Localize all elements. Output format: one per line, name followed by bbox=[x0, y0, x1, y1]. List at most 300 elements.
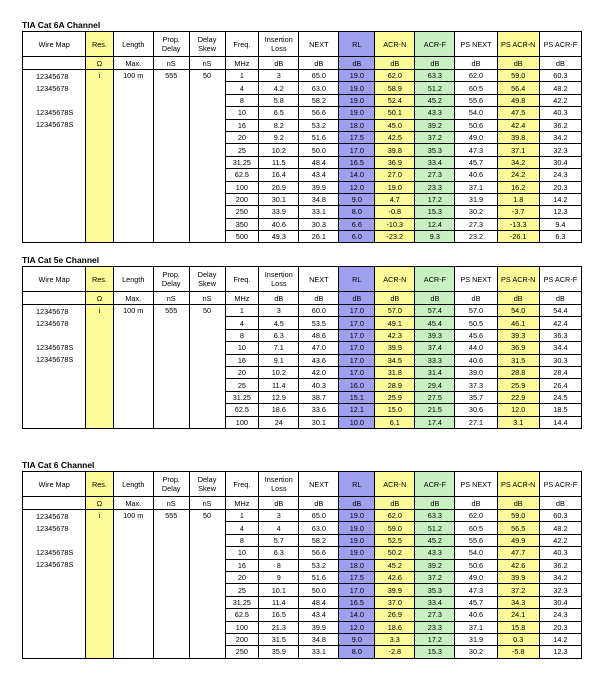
cell-ps-next: 31.9 bbox=[455, 193, 497, 205]
wire-map-value: 12345678 bbox=[36, 319, 69, 328]
wire-map-value: 12345678 bbox=[36, 84, 69, 93]
cell-rl: 12.1 bbox=[339, 404, 375, 416]
cell-ps-next: 30.2 bbox=[455, 646, 497, 658]
cell-acr-f: 43.3 bbox=[415, 107, 455, 119]
cell-acr-f: 29.4 bbox=[415, 379, 455, 391]
unit-cell: dB bbox=[259, 57, 299, 70]
cell-ps-next: 30.2 bbox=[455, 206, 497, 218]
cell-ps-acr-n: 16.2 bbox=[497, 181, 539, 193]
cell-ps-next: 35.7 bbox=[455, 391, 497, 403]
unit-cell: dB bbox=[539, 57, 581, 70]
cell-ps-acr-n: 42.6 bbox=[497, 559, 539, 571]
cell-insertion-loss: 9.2 bbox=[259, 131, 299, 143]
column-header-freq: Freq. bbox=[225, 267, 259, 292]
cell-insertion-loss: 31.5 bbox=[259, 633, 299, 645]
cell-ps-acr-n: 24.1 bbox=[497, 609, 539, 621]
section-title: TIA Cat 6A Channel bbox=[22, 20, 101, 30]
length-cell: 100 m bbox=[113, 305, 153, 429]
cell-ps-acr-f: 24.3 bbox=[539, 609, 581, 621]
cell-insertion-loss: 4.5 bbox=[259, 317, 299, 329]
cell-ps-next: 54.0 bbox=[455, 107, 497, 119]
cell-rl: 17.0 bbox=[339, 144, 375, 156]
cell-next: 34.8 bbox=[299, 633, 339, 645]
section-cat6a bbox=[22, 20, 582, 243]
delay-skew-cell: 50 bbox=[189, 70, 225, 243]
cell-ps-next: 50.6 bbox=[455, 119, 497, 131]
wire-map-value: 12345678 bbox=[36, 512, 69, 521]
unit-cell: nS bbox=[189, 497, 225, 510]
cell-acr-n: 39.9 bbox=[375, 342, 415, 354]
column-header-ps-acr-n: PS ACR-N bbox=[497, 472, 539, 497]
unit-cell: dB bbox=[299, 497, 339, 510]
cell-ps-acr-n: 46.1 bbox=[497, 317, 539, 329]
spec-table bbox=[22, 471, 582, 659]
cell-ps-acr-f: 34.2 bbox=[539, 571, 581, 583]
cell-acr-f: 9.3 bbox=[415, 231, 455, 243]
cell-ps-next: 30.6 bbox=[455, 404, 497, 416]
column-header-res: Res. bbox=[86, 472, 113, 497]
cell-rl: 16.0 bbox=[339, 379, 375, 391]
cell-acr-n: -0.8 bbox=[375, 206, 415, 218]
cell-ps-acr-f: 32.3 bbox=[539, 144, 581, 156]
unit-cell: dB bbox=[455, 292, 497, 305]
cell-ps-acr-f: 60.3 bbox=[539, 70, 581, 82]
cell-ps-acr-n: 25.9 bbox=[497, 379, 539, 391]
cell-acr-f: 35.3 bbox=[415, 584, 455, 596]
cell-freq: 200 bbox=[225, 193, 259, 205]
wire-map-value: 12345678 bbox=[36, 72, 69, 81]
cell-acr-n: 57.0 bbox=[375, 305, 415, 317]
cell-acr-f: 17.2 bbox=[415, 193, 455, 205]
cell-ps-acr-n: -5.8 bbox=[497, 646, 539, 658]
cell-insertion-loss: 18.6 bbox=[259, 404, 299, 416]
cell-ps-next: 45.7 bbox=[455, 596, 497, 608]
cell-acr-n: 27.0 bbox=[375, 169, 415, 181]
column-header-rl: RL bbox=[339, 472, 375, 497]
cell-next: 51.6 bbox=[299, 571, 339, 583]
cell-ps-next: 37.1 bbox=[455, 621, 497, 633]
cell-ps-next: 45.6 bbox=[455, 329, 497, 341]
unit-cell: dB bbox=[497, 292, 539, 305]
cell-ps-acr-n: 39.3 bbox=[497, 329, 539, 341]
wire-map-value: 12345678S bbox=[36, 108, 74, 117]
wire-map-value: 12345678S bbox=[36, 560, 74, 569]
cell-ps-acr-f: 18.5 bbox=[539, 404, 581, 416]
column-header-delay-skew: Delay Skew bbox=[189, 32, 225, 57]
unit-cell: dB bbox=[539, 497, 581, 510]
cell-ps-acr-f: 32.3 bbox=[539, 584, 581, 596]
cell-rl: 17.0 bbox=[339, 354, 375, 366]
cell-rl: 10.0 bbox=[339, 416, 375, 428]
cell-freq: 4 bbox=[225, 82, 259, 94]
column-header-res: Res. bbox=[86, 267, 113, 292]
cell-freq: 8 bbox=[225, 329, 259, 341]
cell-rl: 19.0 bbox=[339, 510, 375, 522]
cell-acr-n: 39.9 bbox=[375, 584, 415, 596]
cell-ps-next: 45.7 bbox=[455, 156, 497, 168]
cell-insertion-loss: 10.1 bbox=[259, 584, 299, 596]
column-header-wire-map: Wire Map bbox=[23, 267, 86, 292]
cell-insertion-loss: 3 bbox=[259, 70, 299, 82]
cell-insertion-loss: 12.9 bbox=[259, 391, 299, 403]
units-row bbox=[23, 497, 582, 510]
cell-ps-acr-n: 28.8 bbox=[497, 366, 539, 378]
wire-map-value: 12345678S bbox=[36, 355, 74, 364]
table-row bbox=[23, 510, 582, 522]
column-header-wire-map: Wire Map bbox=[23, 32, 86, 57]
cell-acr-f: 15.3 bbox=[415, 646, 455, 658]
unit-cell: nS bbox=[153, 497, 189, 510]
cell-freq: 62.5 bbox=[225, 404, 259, 416]
wire-map-value bbox=[36, 95, 85, 107]
column-header-ps-next: PS NEXT bbox=[455, 472, 497, 497]
cell-ps-acr-n: 1.8 bbox=[497, 193, 539, 205]
cell-acr-n: 18.6 bbox=[375, 621, 415, 633]
cell-next: 65.0 bbox=[299, 510, 339, 522]
cell-acr-n: 37.0 bbox=[375, 596, 415, 608]
header-row bbox=[23, 472, 582, 497]
unit-cell: dB bbox=[415, 292, 455, 305]
column-header-acr-n: ACR-N bbox=[375, 472, 415, 497]
cell-ps-acr-n: 34.2 bbox=[497, 156, 539, 168]
cell-insertion-loss: 16.5 bbox=[259, 609, 299, 621]
cell-acr-n: -10.3 bbox=[375, 218, 415, 230]
cell-next: 51.6 bbox=[299, 131, 339, 143]
cell-freq: 16 bbox=[225, 119, 259, 131]
column-header-wire-map: Wire Map bbox=[23, 472, 86, 497]
cell-acr-n: 28.9 bbox=[375, 379, 415, 391]
unit-cell: dB bbox=[539, 292, 581, 305]
cell-next: 65.0 bbox=[299, 70, 339, 82]
cell-next: 43.4 bbox=[299, 609, 339, 621]
cell-ps-acr-f: 34.2 bbox=[539, 131, 581, 143]
cell-ps-acr-f: 34.4 bbox=[539, 342, 581, 354]
cell-acr-f: 23.3 bbox=[415, 621, 455, 633]
cell-acr-f: 27.3 bbox=[415, 609, 455, 621]
cell-acr-n: 4.7 bbox=[375, 193, 415, 205]
wire-map-cell bbox=[23, 305, 86, 429]
cell-acr-f: 51.2 bbox=[415, 522, 455, 534]
column-header-ps-acr-n: PS ACR-N bbox=[497, 32, 539, 57]
prop-delay-cell: 555 bbox=[153, 510, 189, 659]
unit-cell: nS bbox=[189, 57, 225, 70]
column-header-ps-acr-n: PS ACR-N bbox=[497, 267, 539, 292]
column-header-insertion-loss: Insertion Loss bbox=[259, 32, 299, 57]
cell-insertion-loss: 8.2 bbox=[259, 119, 299, 131]
cell-ps-next: 40.6 bbox=[455, 609, 497, 621]
cell-ps-acr-f: 24.5 bbox=[539, 391, 581, 403]
column-header-rl: RL bbox=[339, 267, 375, 292]
cell-ps-next: 49.0 bbox=[455, 131, 497, 143]
cell-insertion-loss: 5.8 bbox=[259, 94, 299, 106]
cell-acr-n: 39.8 bbox=[375, 144, 415, 156]
cell-acr-f: 45.2 bbox=[415, 94, 455, 106]
cell-ps-acr-n: 34.3 bbox=[497, 596, 539, 608]
unit-cell: dB bbox=[375, 497, 415, 510]
cell-next: 34.8 bbox=[299, 193, 339, 205]
column-header-ps-acr-f: PS ACR-F bbox=[539, 32, 581, 57]
column-header-acr-f: ACR-F bbox=[415, 472, 455, 497]
cell-ps-next: 62.0 bbox=[455, 510, 497, 522]
cell-ps-acr-n: 49.9 bbox=[497, 534, 539, 546]
cell-acr-f: 21.5 bbox=[415, 404, 455, 416]
wire-map-value: 12345678S bbox=[36, 548, 74, 557]
cell-insertion-loss: 10.2 bbox=[259, 366, 299, 378]
cell-ps-acr-f: 24.3 bbox=[539, 169, 581, 181]
cell-insertion-loss: 3 bbox=[259, 510, 299, 522]
cell-ps-acr-f: 12.3 bbox=[539, 206, 581, 218]
cell-insertion-loss: 9.1 bbox=[259, 354, 299, 366]
cell-freq: 10 bbox=[225, 547, 259, 559]
cell-next: 50.0 bbox=[299, 144, 339, 156]
cell-rl: 18.0 bbox=[339, 559, 375, 571]
unit-cell: dB bbox=[299, 292, 339, 305]
column-header-acr-f: ACR-F bbox=[415, 267, 455, 292]
prop-delay-cell: 555 bbox=[153, 70, 189, 243]
cell-ps-next: 47.3 bbox=[455, 144, 497, 156]
cell-ps-next: 27.1 bbox=[455, 416, 497, 428]
cell-acr-f: 39.2 bbox=[415, 119, 455, 131]
unit-cell: Ω bbox=[86, 57, 113, 70]
column-header-prop-delay: Prop. Delay bbox=[153, 472, 189, 497]
cell-ps-acr-f: 14.2 bbox=[539, 633, 581, 645]
cell-ps-acr-f: 30.3 bbox=[539, 354, 581, 366]
cell-next: 53.2 bbox=[299, 119, 339, 131]
cell-acr-f: 33.4 bbox=[415, 156, 455, 168]
cell-rl: 14.0 bbox=[339, 169, 375, 181]
cell-next: 63.0 bbox=[299, 522, 339, 534]
cell-insertion-loss: 6.3 bbox=[259, 329, 299, 341]
cell-insertion-loss: 6.5 bbox=[259, 107, 299, 119]
cell-rl: 17.0 bbox=[339, 342, 375, 354]
cell-ps-acr-n: 59.0 bbox=[497, 510, 539, 522]
cell-freq: 31.25 bbox=[225, 156, 259, 168]
cell-next: 42.0 bbox=[299, 366, 339, 378]
cell-acr-f: 33.3 bbox=[415, 354, 455, 366]
section-title: TIA Cat 5e Channel bbox=[22, 255, 100, 265]
table-row bbox=[23, 305, 582, 317]
cell-ps-acr-f: 20.3 bbox=[539, 621, 581, 633]
cell-insertion-loss: 16.4 bbox=[259, 169, 299, 181]
cell-rl: 17.0 bbox=[339, 305, 375, 317]
cell-acr-f: 63.3 bbox=[415, 70, 455, 82]
cell-freq: 1 bbox=[225, 305, 259, 317]
cell-freq: 4 bbox=[225, 317, 259, 329]
unit-cell bbox=[23, 497, 86, 510]
cell-next: 43.6 bbox=[299, 354, 339, 366]
cell-acr-n: 49.1 bbox=[375, 317, 415, 329]
cell-ps-next: 55.6 bbox=[455, 534, 497, 546]
delay-skew-cell: 50 bbox=[189, 510, 225, 659]
cell-ps-acr-f: 36.2 bbox=[539, 119, 581, 131]
cell-insertion-loss: 4.2 bbox=[259, 82, 299, 94]
cell-freq: 25 bbox=[225, 379, 259, 391]
cell-acr-f: 39.3 bbox=[415, 329, 455, 341]
cell-freq: 10 bbox=[225, 107, 259, 119]
cell-ps-acr-f: 42.2 bbox=[539, 94, 581, 106]
unit-cell: nS bbox=[153, 57, 189, 70]
cell-ps-acr-f: 14.4 bbox=[539, 416, 581, 428]
cell-acr-n: 59.0 bbox=[375, 522, 415, 534]
cell-insertion-loss: 10.2 bbox=[259, 144, 299, 156]
delay-skew-cell: 50 bbox=[189, 305, 225, 429]
cell-ps-acr-f: 9.4 bbox=[539, 218, 581, 230]
cell-acr-f: 15.3 bbox=[415, 206, 455, 218]
cell-acr-n: 62.0 bbox=[375, 510, 415, 522]
cell-freq: 62.5 bbox=[225, 609, 259, 621]
column-header-ps-acr-f: PS ACR-F bbox=[539, 267, 581, 292]
cell-acr-f: 31.4 bbox=[415, 366, 455, 378]
cell-ps-next: 27.3 bbox=[455, 218, 497, 230]
column-header-prop-delay: Prop. Delay bbox=[153, 267, 189, 292]
cell-next: 38.7 bbox=[299, 391, 339, 403]
cell-ps-acr-f: 12.3 bbox=[539, 646, 581, 658]
cell-insertion-loss: 35.9 bbox=[259, 646, 299, 658]
cell-acr-n: 19.0 bbox=[375, 181, 415, 193]
unit-cell: MHz bbox=[225, 57, 259, 70]
column-header-acr-f: ACR-F bbox=[415, 32, 455, 57]
unit-cell: MHz bbox=[225, 292, 259, 305]
column-header-next: NEXT bbox=[299, 472, 339, 497]
column-header-next: NEXT bbox=[299, 267, 339, 292]
column-header-next: NEXT bbox=[299, 32, 339, 57]
cell-freq: 20 bbox=[225, 571, 259, 583]
cell-rl: 16.5 bbox=[339, 156, 375, 168]
header-row bbox=[23, 32, 582, 57]
cell-rl: 15.1 bbox=[339, 391, 375, 403]
cell-ps-acr-f: 54.4 bbox=[539, 305, 581, 317]
cell-ps-acr-n: 39.8 bbox=[497, 131, 539, 143]
cell-ps-next: 40.6 bbox=[455, 354, 497, 366]
wire-map-value: 12345678S bbox=[36, 343, 74, 352]
cell-ps-acr-n: 54.0 bbox=[497, 305, 539, 317]
cell-insertion-loss: 24 bbox=[259, 416, 299, 428]
cell-ps-next: 50.5 bbox=[455, 317, 497, 329]
cell-ps-acr-n: 47.5 bbox=[497, 107, 539, 119]
cell-acr-f: 45.2 bbox=[415, 534, 455, 546]
cell-freq: 4 bbox=[225, 522, 259, 534]
cell-rl: 16.5 bbox=[339, 596, 375, 608]
cell-freq: 8 bbox=[225, 534, 259, 546]
cell-acr-n: 42.5 bbox=[375, 131, 415, 143]
column-header-length: Length bbox=[113, 32, 153, 57]
section-cat6 bbox=[22, 460, 582, 659]
unit-cell: dB bbox=[339, 497, 375, 510]
cell-freq: 62.5 bbox=[225, 169, 259, 181]
cell-rl: 8.0 bbox=[339, 646, 375, 658]
cell-freq: 20 bbox=[225, 131, 259, 143]
cell-ps-acr-f: 30.4 bbox=[539, 596, 581, 608]
column-header-rl: RL bbox=[339, 32, 375, 57]
cell-acr-n: 31.8 bbox=[375, 366, 415, 378]
cell-ps-acr-n: 15.8 bbox=[497, 621, 539, 633]
cell-freq: 20 bbox=[225, 366, 259, 378]
cell-insertion-loss: 33.9 bbox=[259, 206, 299, 218]
unit-cell: dB bbox=[259, 292, 299, 305]
cell-next: 53.5 bbox=[299, 317, 339, 329]
cell-ps-acr-n: 31.5 bbox=[497, 354, 539, 366]
cell-ps-acr-n: 37.1 bbox=[497, 144, 539, 156]
cell-next: 63.0 bbox=[299, 82, 339, 94]
cell-acr-f: 12.4 bbox=[415, 218, 455, 230]
cell-next: 48.4 bbox=[299, 596, 339, 608]
wire-map-value: 12345678S bbox=[36, 120, 74, 129]
unit-cell: Ω bbox=[86, 497, 113, 510]
column-header-insertion-loss: Insertion Loss bbox=[259, 267, 299, 292]
cell-acr-f: 45.4 bbox=[415, 317, 455, 329]
cell-next: 26.1 bbox=[299, 231, 339, 243]
cell-next: 58.2 bbox=[299, 534, 339, 546]
cell-acr-n: 62.0 bbox=[375, 70, 415, 82]
cell-ps-acr-f: 60.3 bbox=[539, 510, 581, 522]
cell-insertion-loss: 11.4 bbox=[259, 379, 299, 391]
cell-freq: 31.25 bbox=[225, 596, 259, 608]
length-cell: 100 m bbox=[113, 70, 153, 243]
cell-ps-acr-n: 56.4 bbox=[497, 82, 539, 94]
wire-map-value bbox=[36, 535, 85, 547]
cell-acr-f: 23.3 bbox=[415, 181, 455, 193]
cell-ps-next: 37.3 bbox=[455, 379, 497, 391]
cell-next: 33.1 bbox=[299, 646, 339, 658]
column-header-prop-delay: Prop. Delay bbox=[153, 32, 189, 57]
cell-rl: 9.0 bbox=[339, 633, 375, 645]
cell-next: 56.6 bbox=[299, 107, 339, 119]
cell-rl: 17.0 bbox=[339, 584, 375, 596]
cell-ps-acr-n: -26.1 bbox=[497, 231, 539, 243]
cell-insertion-loss: 40.6 bbox=[259, 218, 299, 230]
section-title: TIA Cat 6 Channel bbox=[22, 460, 95, 470]
unit-cell: dB bbox=[455, 57, 497, 70]
cell-ps-next: 60.5 bbox=[455, 522, 497, 534]
cell-freq: 16 bbox=[225, 559, 259, 571]
header-row bbox=[23, 267, 582, 292]
cell-rl: 17.0 bbox=[339, 317, 375, 329]
cell-ps-acr-f: 48.2 bbox=[539, 522, 581, 534]
cell-rl: 17.0 bbox=[339, 366, 375, 378]
cell-acr-f: 27.5 bbox=[415, 391, 455, 403]
unit-cell: Max. bbox=[113, 57, 153, 70]
cell-next: 53.2 bbox=[299, 559, 339, 571]
cell-ps-next: 39.0 bbox=[455, 366, 497, 378]
cell-rl: 9.0 bbox=[339, 193, 375, 205]
cell-rl: 17.5 bbox=[339, 571, 375, 583]
cell-ps-acr-f: 48.2 bbox=[539, 82, 581, 94]
cell-ps-acr-n: 24.2 bbox=[497, 169, 539, 181]
cell-acr-n: 42.6 bbox=[375, 571, 415, 583]
cell-next: 39.9 bbox=[299, 181, 339, 193]
cell-next: 30.3 bbox=[299, 218, 339, 230]
cell-freq: 31.25 bbox=[225, 391, 259, 403]
cell-acr-f: 63.3 bbox=[415, 510, 455, 522]
cell-next: 40.3 bbox=[299, 379, 339, 391]
cell-acr-n: 34.5 bbox=[375, 354, 415, 366]
unit-cell: dB bbox=[415, 497, 455, 510]
cell-next: 43.4 bbox=[299, 169, 339, 181]
cell-ps-next: 60.5 bbox=[455, 82, 497, 94]
res-cell: i bbox=[86, 510, 113, 659]
cell-ps-acr-n: 12.0 bbox=[497, 404, 539, 416]
cell-acr-n: -23.2 bbox=[375, 231, 415, 243]
cell-acr-f: 35.3 bbox=[415, 144, 455, 156]
cell-rl: 19.0 bbox=[339, 547, 375, 559]
wire-map-cell bbox=[23, 510, 86, 659]
cell-ps-next: 47.3 bbox=[455, 584, 497, 596]
cell-next: 33.1 bbox=[299, 206, 339, 218]
cell-ps-acr-f: 30.4 bbox=[539, 156, 581, 168]
cell-freq: 10 bbox=[225, 342, 259, 354]
cell-acr-n: -2.8 bbox=[375, 646, 415, 658]
unit-cell: dB bbox=[497, 57, 539, 70]
